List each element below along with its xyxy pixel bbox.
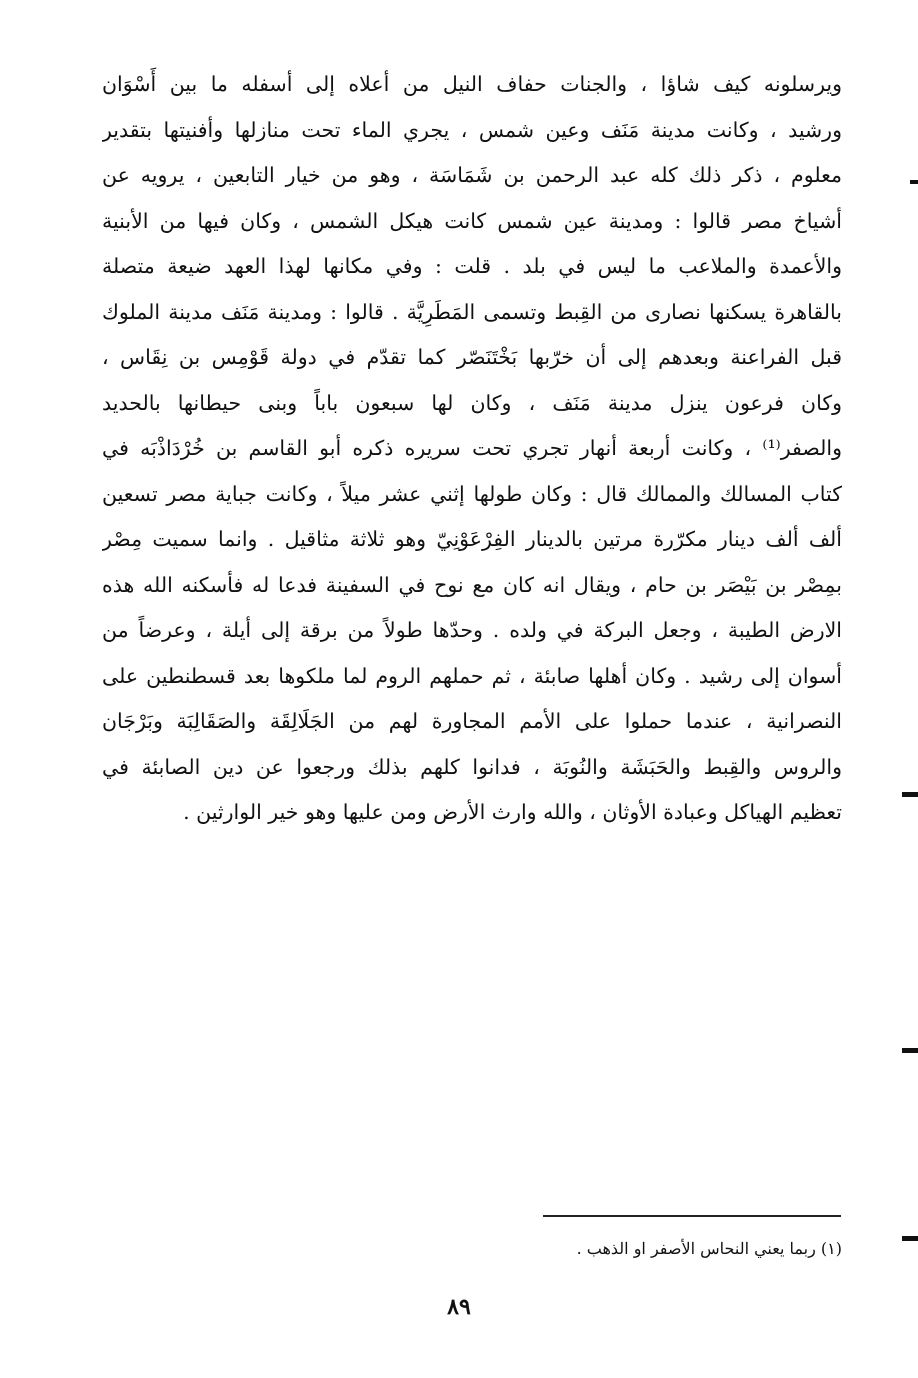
text-line: الارض الطيبة ، وجعل البركة في ولده . وحدّها طولاً من برقة إلى أيلة ، وعرضاً من: [102, 618, 842, 642]
text-line: بمِصْر بن بَيْصَر بن حام ، ويقال انه كان مع نوح في السفينة فدعا له فأسكنه الله هذه: [102, 572, 842, 597]
text-line: وكان فرعون ينزل مدينة مَنَف ، وكان لها سبعون باباً وبنى حيطانها بالحديد: [102, 390, 842, 415]
text-line: معلوم ، ذكر ذلك كله عبد الرحمن بن شَمَاسَة ، وهو من خيار التابعين ، يرويه عن: [102, 163, 842, 187]
text-line: قبل الفراعنة وبعدهم إلى أن خرّبها بَخْتَنَصّر كما تقدّم في دولة قَوْمِس بن نِقَاس ،: [102, 345, 842, 369]
footnote-divider: [543, 1215, 841, 1217]
scan-edge-mark: [902, 792, 918, 797]
text-line: والروس والقِبط والحَبَشَة والنُوبَة ، فدانوا كلهم بذلك ورجعوا عن دين الصابئة في: [102, 754, 842, 779]
page-number: ٨٩: [447, 1294, 471, 1320]
text-line: والأعمدة والملاعب ما ليس في بلد . قلت : وفي مكانها لهذا العهد ضيعة متصلة: [102, 254, 842, 278]
text-line: والصفر⁽¹⁾ ، وكانت أربعة أنهار تجري تحت سريره ذكره أبو القاسم بن خُرْدَاذْبَه في: [102, 436, 842, 460]
scan-edge-mark: [902, 1236, 918, 1241]
text-line: النصرانية ، عندما حملوا على الأمم المجاورة لهم من الجَلَالِقَة والصَقَالِبَة وبَرْجَان: [102, 709, 842, 733]
text-line-last: تعظيم الهياكل وعبادة الأوثان ، والله وارث الأرض ومن عليها وهو خير الوارثين .: [183, 800, 842, 824]
text-line: ألف ألف دينار مكرّرة مرتين بالدينار الفِرْعَوْنِيّ وهو ثلاثة مثاقيل . وانما سميت مِصْر: [102, 527, 842, 551]
text-line: ورشيد ، وكانت مدينة مَنَف وعين شمس ، يجري الماء تحت منازلها وأفنيتها بتقدير: [102, 117, 842, 142]
text-line: ويرسلونه كيف شاؤا ، والجنات حفاف النيل من أعلاه إلى أسفله ما بين أَسْوَان: [102, 72, 842, 96]
text-line: كتاب المسالك والممالك قال : وكان طولها إثني عشر ميلاً ، وكانت جباية مصر تسعين: [102, 481, 842, 506]
footnote: (١) ربما يعني النحاس الأصفر او الذهب .: [576, 1239, 842, 1258]
scan-edge-mark: [902, 1048, 918, 1053]
text-line: بالقاهرة يسكنها نصارى من القِبط وتسمى المَطَرِيَّة . قالوا : ومدينة مَنَف مدينة الملوك: [102, 299, 842, 324]
main-text-block: [102, 62, 842, 836]
text-line: أسوان إلى رشيد . وكان أهلها صابئة ، ثم حملهم الروم لما ملكوها بعد قسطنطين على: [102, 663, 842, 688]
text-line: أشياخ مصر قالوا : ومدينة عين شمس كانت هيكل الشمس ، وكان فيها من الأبنية: [102, 208, 842, 233]
scan-edge-mark: [910, 180, 918, 184]
